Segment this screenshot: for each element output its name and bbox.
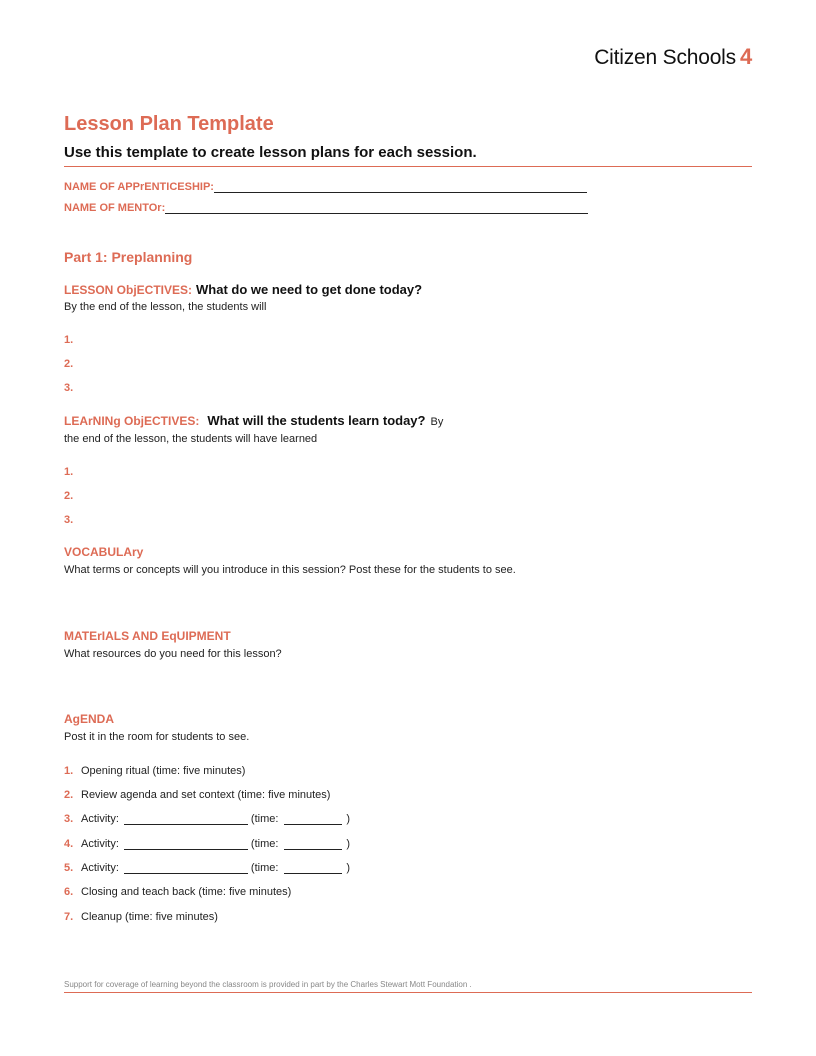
agenda-item-number: 1. <box>64 765 74 777</box>
agenda-item <box>64 911 218 923</box>
agenda-item-text: Review agenda and set context (time: five minutes) <box>81 789 331 801</box>
agenda-item-text: Activity: <box>81 862 119 874</box>
activity-blank[interactable] <box>124 839 248 850</box>
vocabulary-label: VOCABULAry <box>64 545 144 559</box>
mentor-input-line[interactable] <box>165 202 588 214</box>
lesson-objectives-heading <box>64 282 422 297</box>
learning-objective-number: 3. <box>64 514 74 526</box>
agenda-item <box>64 838 350 850</box>
agenda-item <box>64 789 330 801</box>
vocabulary-text: What terms or concepts will you introduce in this session? Post these for the students to see. <box>64 564 516 576</box>
agenda-item <box>64 765 245 777</box>
agenda-item-number: 5. <box>64 862 74 874</box>
learning-objectives-label: LEArNINg ObjECTIVES: <box>64 414 200 428</box>
agenda-item-text: Closing and teach back (time: five minutes) <box>81 886 292 898</box>
agenda-item-number: 2. <box>64 789 74 801</box>
close-paren: ) <box>346 838 351 850</box>
time-label: (time: <box>250 813 279 825</box>
lesson-objectives-intro: By the end of the lesson, the students will <box>64 301 267 313</box>
time-blank[interactable] <box>284 814 342 825</box>
materials-text: What resources do you need for this lesson? <box>64 648 282 660</box>
lesson-objectives-label: LESSON ObjECTIVES: <box>64 283 193 297</box>
agenda-heading <box>64 712 114 726</box>
agenda-item-text: Cleanup (time: five minutes) <box>81 911 218 923</box>
activity-blank[interactable] <box>124 863 248 874</box>
learning-objective-number: 1. <box>64 466 74 478</box>
time-blank[interactable] <box>284 863 342 874</box>
lesson-objective-number: 3. <box>64 382 74 394</box>
learning-objective-number: 2. <box>64 490 74 502</box>
vocabulary-heading <box>64 545 143 559</box>
learning-objectives-intro-start: By <box>430 416 444 428</box>
close-paren: ) <box>346 862 351 874</box>
apprenticeship-input-line[interactable] <box>214 181 587 193</box>
apprenticeship-field <box>64 181 587 193</box>
brand-name: Citizen Schools <box>594 46 736 69</box>
lesson-objective-number: 2. <box>64 358 74 370</box>
activity-blank[interactable] <box>124 814 248 825</box>
agenda-item-text: Activity: <box>81 813 119 825</box>
agenda-item <box>64 813 350 825</box>
agenda-item-text: Opening ritual (time: five minutes) <box>81 765 246 777</box>
brand-mark: 4 <box>739 44 752 69</box>
agenda-item-text: Activity: <box>81 838 119 850</box>
time-label: (time: <box>250 862 279 874</box>
agenda-item-number: 7. <box>64 911 74 923</box>
materials-label: MATErIALS AND EqUIPMENT <box>64 629 231 643</box>
agenda-item-number: 4. <box>64 838 74 850</box>
lesson-objectives-question: What do we need to get done today? <box>196 282 423 297</box>
agenda-text: Post it in the room for students to see. <box>64 731 250 743</box>
brand-logo <box>594 44 752 70</box>
mentor-field <box>64 202 588 214</box>
agenda-item-number: 3. <box>64 813 74 825</box>
footer-note: Support for coverage of learning beyond the classroom is provided in part by the Charles Stewart Mott Foundation . <box>64 980 472 989</box>
agenda-label: AgENDA <box>64 712 114 726</box>
title-divider <box>64 166 752 167</box>
part-1-heading: Part 1: Preplanning <box>64 249 193 265</box>
materials-heading <box>64 629 231 643</box>
learning-objectives-heading <box>64 413 443 428</box>
agenda-item-number: 6. <box>64 886 74 898</box>
page-title: Lesson Plan Template <box>64 113 274 135</box>
mentor-label: NAME OF MENTOr: <box>64 202 166 214</box>
page-subtitle: Use this template to create lesson plans for each session. <box>64 144 477 161</box>
learning-objectives-intro: the end of the lesson, the students will have learned <box>64 433 318 445</box>
time-label: (time: <box>250 838 279 850</box>
agenda-item <box>64 886 291 898</box>
close-paren: ) <box>346 813 351 825</box>
lesson-objective-number: 1. <box>64 334 74 346</box>
apprenticeship-label: NAME OF APPrENTICESHIP: <box>64 181 214 193</box>
footer-divider <box>64 992 752 993</box>
learning-objectives-question: What will the students learn today? <box>207 413 426 428</box>
time-blank[interactable] <box>284 839 342 850</box>
agenda-item <box>64 862 350 874</box>
